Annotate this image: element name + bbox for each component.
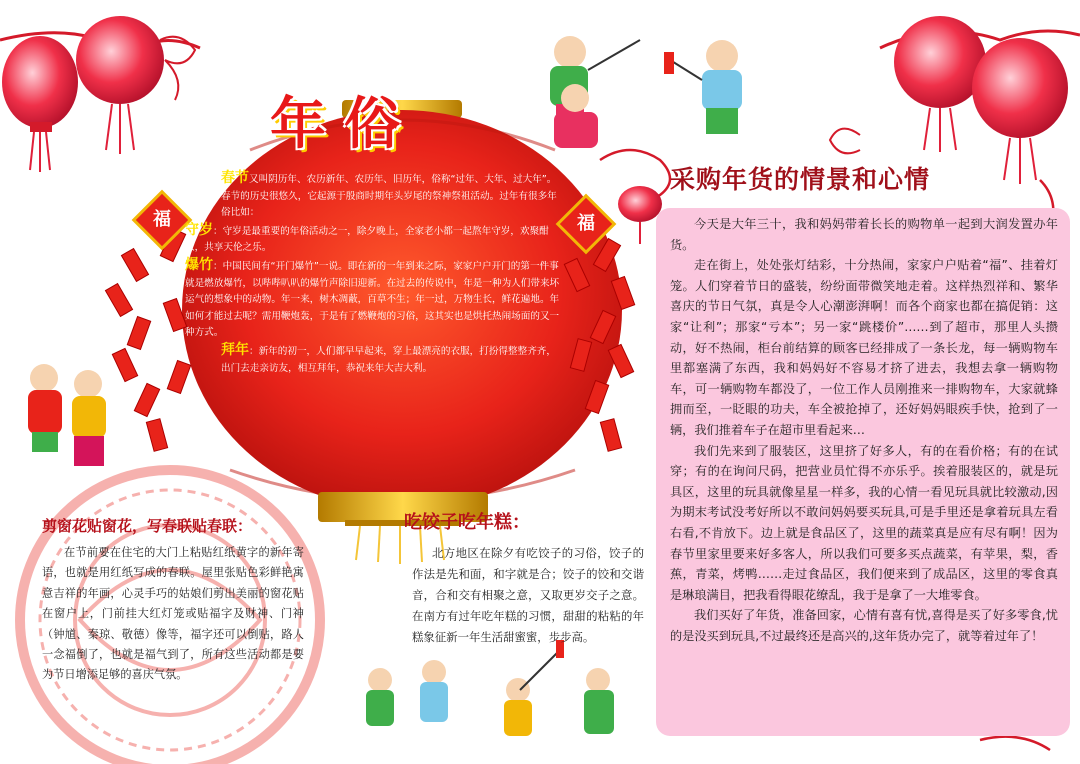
shousui-label: 守岁: [185, 221, 213, 238]
page-title: 年俗: [270, 91, 418, 157]
top-left-lanterns: [0, 16, 200, 172]
window-flower-text: 在节前要在住宅的大门上粘贴红纸黄字的新年寄语，也就是用红纸写成的春联。屋里张贴色彩鲜艳寓意吉祥的年画，心灵手巧的姑娘们剪出美丽的窗花贴在窗户上，门前挂大红灯笼或贴福字及财神、门神（钟馗、秦琼、敬德）像等，福字还可以倒贴，路人一念福倒了，也就是福气到了，所有这些活动都是要为节日增添足够的喜庆气氛。: [42, 546, 304, 682]
window-flower-heading: 剪窗花贴窗花，写春联贴春联：: [42, 517, 253, 535]
kids-left-illustration: [28, 364, 106, 466]
shousui-paragraph: [185, 222, 561, 257]
shopping-panel: [656, 208, 1070, 736]
dumpling-text: 北方地区在除夕有吃饺子的习俗，饺子的作法是先和面，和字就是合；饺子的饺和交谐音，合和交有相聚之意，又取更岁交子之意。在南方有过年吃年糕的习惯，甜甜的粘粘的年糕象征新一年生活甜蜜蜜，步步高。: [412, 546, 644, 644]
baozhu-paragraph: [185, 257, 561, 342]
lantern-text-block: [185, 170, 561, 410]
spring-festival-paragraph: [185, 170, 561, 222]
shopping-paragraph-1: 今天是大年三十，我和妈妈带着长长的购物单一起到大润发置办年货。: [670, 217, 1058, 252]
children-firecracker-illustration: [550, 36, 742, 148]
shopping-paragraph-4: 我们买好了年货，准备回家，心情有喜有忧,喜得是买了好多零食,忧的是没买到玩具,不过最终还是高兴的,这年货办完了，就等着过年了！: [670, 608, 1058, 643]
bainian-label: 拜年: [221, 341, 249, 358]
baozhu-text: ：中国民间有“开门爆竹”一说。即在新的一年到来之际，家家户户开门的第一件事就是燃放爆竹，以哔哔叭叭的爆竹声除旧迎新。在过去的传说中，年是一种为人们带来坏运气的想象中的动物。年一来，树木凋蔽，百草不生；年一过，万物生长，鲜花遍地。年如何才能过去呢？需用鞭炮轰，于是有了燃鞭炮的习俗，这其实也是烘托热闹场面的又一种方式。: [185, 260, 560, 339]
baozhu-label: 爆竹: [185, 256, 213, 273]
shopping-paragraph-3: 我们先来到了服装区，这里挤了好多人，有的在看价格；有的在试穿；有的在询问尺码，把营业员忙得不亦乐乎。挨着服装区的，就是玩具区，这里的玩具就像星星一样多，我的心情一看见玩具就比较激动,因为期末考试没考好所以不敢问妈妈要买玩具,可是手里还是拿着玩具左看右看,不肯放下。边上就是食品区了，这里的蔬菜真是应有尽有啊！因为春节里家里要来好多客人，所以我们可要多买点蔬菜，有苹果，梨，香蕉，青菜，烤鸭……走过食品区，我们便来到了成品区，这里的零食真是琳琅满目，把我看得眼花缭乱，我于是拿了一大堆零食。: [670, 443, 1058, 602]
bainian-paragraph: [185, 342, 561, 377]
shopping-paragraph-2: 走在街上，处处张灯结彩，十分热闹，家家户户贴着“福”、挂着灯笼。人们穿着节日的盛装，纷纷面带微笑地走着。这样热烈祥和、繁华喜庆的节日气氛，真是令人心潮澎湃啊！而各个商家也都在搞促销：这家“让利”；那家“亏本”；另一家“跳楼价”……到了超市，那里人头攒动，好不热闹，柜台前结算的顾客已经排成了一条长龙，每一辆购物车里都塞满了东西，我和妈妈好不容易才挤了进去，我想去拿一辆购物车，可一辆购物车都没了，一位工作人员刚推来一排购物车，大家就蜂拥而至，一眨眼的功夫，车全被抢掉了，还好妈妈眼疾手快，抢到了一辆，我们推着车子在超市里看起来…: [670, 258, 1058, 437]
top-right-lanterns: [830, 16, 1080, 184]
spring-festival-text: 又叫阴历年、农历新年、农历年、旧历年，俗称“过年、大年、过大年”。春节的历史很悠久，它起源于殷商时期年头岁尾的祭神祭祖活动。过年有很多年俗比如：: [221, 174, 557, 219]
fu-badge-right: 福: [577, 213, 595, 234]
bainian-text: ：新年的初一，人们都早早起来，穿上最漂亮的衣服，打扮得整整齐齐，出门去走亲访友，相互拜年，恭祝来年大吉大利。: [221, 345, 556, 374]
dumpling-heading: 吃饺子吃年糕：: [404, 512, 530, 533]
fu-badge-left: 福: [153, 209, 171, 230]
shousui-text: ：守岁是最重要的年俗活动之一，除夕晚上，全家老小都一起熬年守岁，欢聚酣饮，共享天伦之乐。: [185, 225, 549, 254]
shopping-heading: 采购年货的情景和心情: [670, 165, 931, 194]
spring-festival-label: 春节: [221, 170, 249, 186]
